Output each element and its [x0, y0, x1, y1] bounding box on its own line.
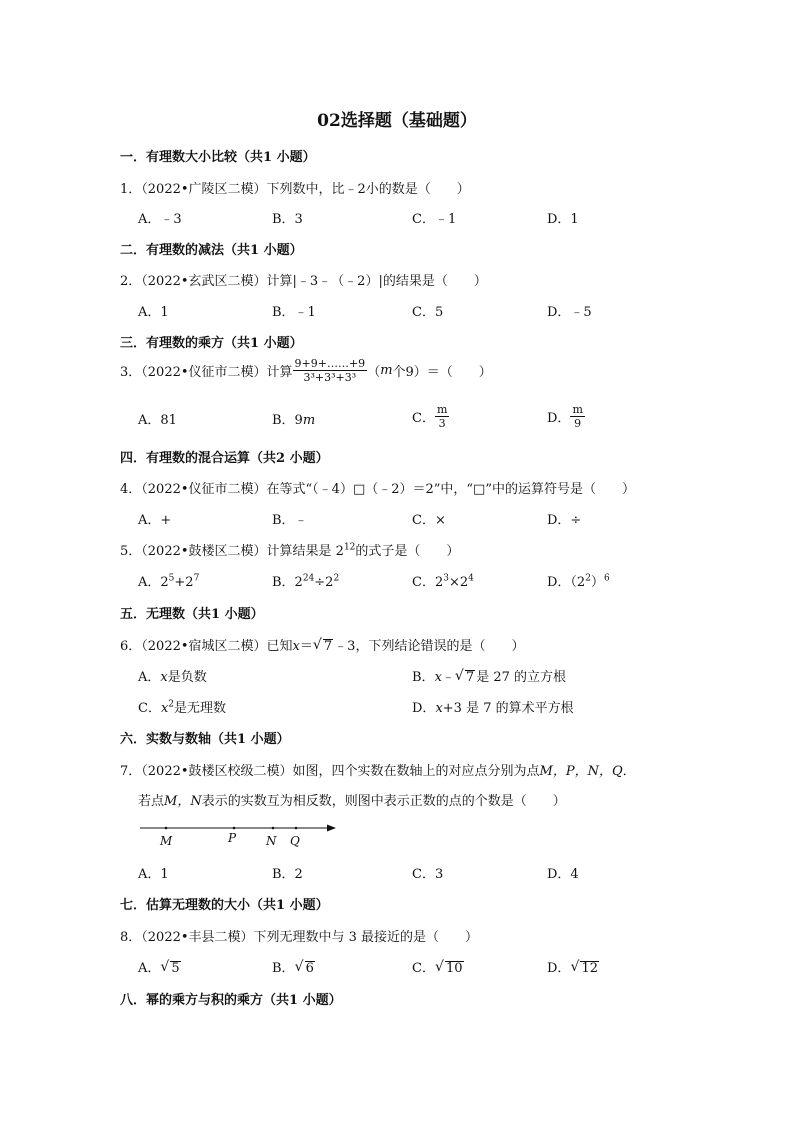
q6-a-label: A． — [138, 670, 161, 685]
q3-paren: （ — [367, 365, 381, 380]
q3-fraction — [293, 357, 368, 384]
q7-line2-points: M，N — [164, 794, 202, 809]
point-label-n: N — [266, 834, 277, 848]
q6-b-minus: ﹣ — [441, 670, 455, 685]
q8-c-label: C． — [412, 961, 435, 976]
q5-c-exp2: 4 — [468, 573, 474, 584]
point-label-q: Q — [290, 834, 300, 848]
q3-m-var: m — [380, 363, 393, 378]
question-2-stem: 2．（2022•玄武区二模）计算|﹣3﹣（﹣2）|的结果是（ ） — [120, 274, 487, 289]
question-7-line-2 — [138, 790, 566, 809]
q5-b-base1: B．2 — [272, 575, 303, 590]
q5-option-a — [138, 571, 199, 590]
section-heading-5: 五．无理数（共1 小题） — [120, 607, 264, 622]
q3-option-c-fraction — [435, 403, 449, 430]
question-5-stem — [120, 540, 459, 559]
q3-option-a: A．81 — [138, 413, 177, 428]
q5-c-base2: ×2 — [448, 575, 469, 590]
q1-option-a: A．﹣3 — [138, 212, 182, 227]
sqrt-sign-icon: √ — [294, 959, 304, 975]
number-line-arrow-icon — [327, 825, 336, 832]
q3-option-c-den: 3 — [438, 417, 446, 430]
q6-c-text: 是无理数 — [174, 701, 227, 716]
q8-d-sqrt — [570, 961, 599, 976]
q8-option-d — [547, 957, 600, 976]
q7-line2-pre: 若点 — [138, 794, 165, 809]
q6-radicand: 7 — [323, 639, 333, 654]
q8-c-sqrt — [435, 961, 464, 976]
q3-option-b-var: m — [302, 413, 316, 428]
number-line-figure — [138, 820, 342, 852]
point-q-marker — [295, 827, 298, 830]
q3-denominator: 3³+3³+3³ — [303, 371, 357, 384]
q5-b-exp2: 2 — [333, 573, 340, 584]
q6-b-var: x — [434, 670, 442, 685]
q5-b-base2: ÷2 — [314, 575, 334, 590]
q3-option-d-den: 9 — [574, 417, 582, 430]
question-3-stem — [120, 357, 492, 384]
page-title: 02选择题（基础题） — [317, 111, 477, 131]
q8-b-sqrt — [295, 961, 315, 976]
q8-a-sqrt — [160, 961, 180, 976]
q8-d-label: D． — [547, 961, 571, 976]
section-heading-2: 二．有理数的减法（共1 小题） — [120, 243, 303, 258]
q6-option-b — [412, 666, 566, 685]
q6-a-text: 是负数 — [167, 670, 207, 685]
section-heading-7: 七．估算无理数的大小（共1 小题） — [120, 898, 329, 913]
q2-option-c: C．5 — [412, 305, 444, 320]
q3-option-d-num: m — [572, 403, 583, 416]
sqrt-sign-icon: √ — [312, 637, 322, 653]
q3-option-d-label: D． — [547, 411, 571, 426]
sqrt-sign-icon: √ — [434, 959, 444, 975]
q5-option-c — [412, 571, 474, 590]
q6-equals: ＝ — [299, 639, 313, 654]
q3-option-c-num: m — [436, 403, 448, 416]
q8-a-label: A． — [138, 961, 161, 976]
q8-b-radicand: 6 — [305, 961, 314, 976]
point-label-p: P — [228, 831, 237, 845]
point-m-marker — [165, 827, 168, 830]
q8-d-radicand: 12 — [581, 961, 598, 976]
q5-stem-post: 的式子是（ ） — [355, 544, 460, 559]
q8-option-a — [138, 957, 182, 976]
q5-a-base1: A．2 — [138, 575, 169, 590]
q2-option-d: D．﹣5 — [547, 305, 592, 320]
q3-prefix: 3．（2022•仪征市二模）计算 — [120, 365, 293, 380]
q6-b-radicand: 7 — [465, 670, 475, 685]
sqrt-sign-icon: √ — [454, 668, 464, 684]
q5-d-outer-exp: 6 — [603, 573, 610, 584]
q6-option-a — [138, 666, 207, 685]
q5-stem-pre: 5．（2022•鼓楼区二模）计算结果是 2 — [120, 544, 344, 559]
q6-d-var: x — [435, 701, 443, 716]
q5-b-exp1: 24 — [302, 573, 315, 584]
q8-option-c — [412, 957, 465, 976]
q5-d-close: ） — [590, 575, 604, 590]
q6-c-exp: 2 — [168, 699, 175, 710]
q3-option-d-fraction — [570, 403, 584, 430]
q2-option-a: A．1 — [138, 305, 169, 320]
q6-stem-pre: 6．（2022•宿城区二模）已知 — [120, 639, 293, 654]
q7-option-a: A．1 — [138, 867, 169, 882]
q3-numerator: 9+9+……+9 — [294, 357, 366, 370]
q3-option-b — [272, 409, 315, 428]
q5-a-base2: +2 — [174, 575, 194, 590]
q8-c-radicand: 10 — [445, 961, 463, 976]
question-6-stem — [120, 635, 524, 654]
q2-option-b: B．﹣1 — [272, 305, 316, 320]
q6-b-sqrt — [455, 670, 475, 685]
q1-option-b: B．3 — [272, 212, 303, 227]
q3-option-b-label: B．9 — [272, 413, 303, 428]
q5-a-exp2: 7 — [193, 573, 200, 584]
q7-line1-end: ． — [622, 764, 636, 779]
point-n-marker — [272, 827, 275, 830]
q6-sqrt — [313, 639, 333, 654]
q5-option-d — [547, 571, 610, 590]
q6-b-text: 是 27 的立方根 — [476, 670, 567, 685]
q1-option-d: D．1 — [547, 212, 579, 227]
q5-d-base: D．（2 — [547, 575, 586, 590]
q8-option-b — [272, 957, 316, 976]
q3-option-d — [547, 403, 585, 430]
q6-option-c — [138, 697, 226, 716]
section-heading-3: 三．有理数的乘方（共1 小题） — [120, 336, 303, 351]
q5-option-b — [272, 571, 339, 590]
q7-line1-points: M，P，N，Q — [539, 764, 623, 779]
question-7-line-1 — [120, 760, 636, 779]
sqrt-sign-icon: √ — [570, 959, 580, 975]
q6-x-var: x — [292, 639, 300, 654]
q6-c-label: C． — [138, 701, 161, 716]
q4-option-c: C．× — [412, 513, 446, 528]
q6-b-label: B． — [412, 670, 435, 685]
question-4-stem: 4．（2022•仪征市二模）在等式“（﹣4）□（﹣2）＝2”中，“□”中的运算符号是（ ） — [120, 482, 635, 497]
question-8-stem: 8．（2022•丰县二模）下列无理数中与 3 最接近的是（ ） — [120, 930, 479, 945]
section-heading-6: 六．实数与数轴（共1 小题） — [120, 732, 290, 747]
q3-option-c-label: C． — [412, 411, 435, 426]
section-heading-4: 四．有理数的混合运算（共2 小题） — [120, 451, 329, 466]
q6-d-text: +3 是 7 的算术平方根 — [442, 701, 574, 716]
q5-c-base1: C．2 — [412, 575, 444, 590]
q5-d-inner-exp: 2 — [585, 573, 591, 584]
q4-option-a: A．+ — [138, 513, 172, 528]
question-1-stem: 1．（2022•广陵区二模）下列数中，比﹣2小的数是（ ） — [120, 182, 470, 197]
q4-option-b: B．﹣ — [272, 513, 308, 528]
q5-a-exp1: 5 — [168, 573, 175, 584]
section-heading-8: 八．幂的乘方与积的乘方（共1 小题） — [120, 993, 342, 1008]
q8-b-label: B． — [272, 961, 295, 976]
q6-c-var: x — [160, 701, 169, 716]
q7-option-b: B．2 — [272, 867, 303, 882]
q6-d-label: D． — [412, 701, 436, 716]
section-heading-1: 一．有理数大小比较（共1 小题） — [120, 150, 316, 165]
q7-line2-post: 表示的实数互为相反数，则图中表示正数的点的个数是（ ） — [201, 794, 566, 809]
q3-option-c — [412, 403, 449, 430]
q5-stem-sup: 12 — [343, 542, 356, 553]
q6-option-d — [412, 697, 574, 716]
q8-a-radicand: 5 — [171, 961, 180, 976]
q3-suffix: 个9）＝（ ） — [392, 365, 492, 380]
q6-stem-post: ﹣3，下列结论错误的是（ ） — [334, 639, 525, 654]
q6-a-var: x — [160, 670, 168, 685]
q7-option-c: C．3 — [412, 867, 444, 882]
q5-c-exp1: 3 — [443, 573, 449, 584]
sqrt-sign-icon: √ — [160, 959, 170, 975]
q7-line1-pre: 7．（2022•鼓楼区校级二模）如图，四个实数在数轴上的对应点分别为点 — [120, 764, 540, 779]
q4-option-d: D．÷ — [547, 513, 582, 528]
point-p-marker — [233, 827, 236, 830]
q1-option-c: C．﹣1 — [412, 212, 457, 227]
q7-option-d: D．4 — [547, 867, 579, 882]
point-label-m: M — [160, 834, 173, 848]
